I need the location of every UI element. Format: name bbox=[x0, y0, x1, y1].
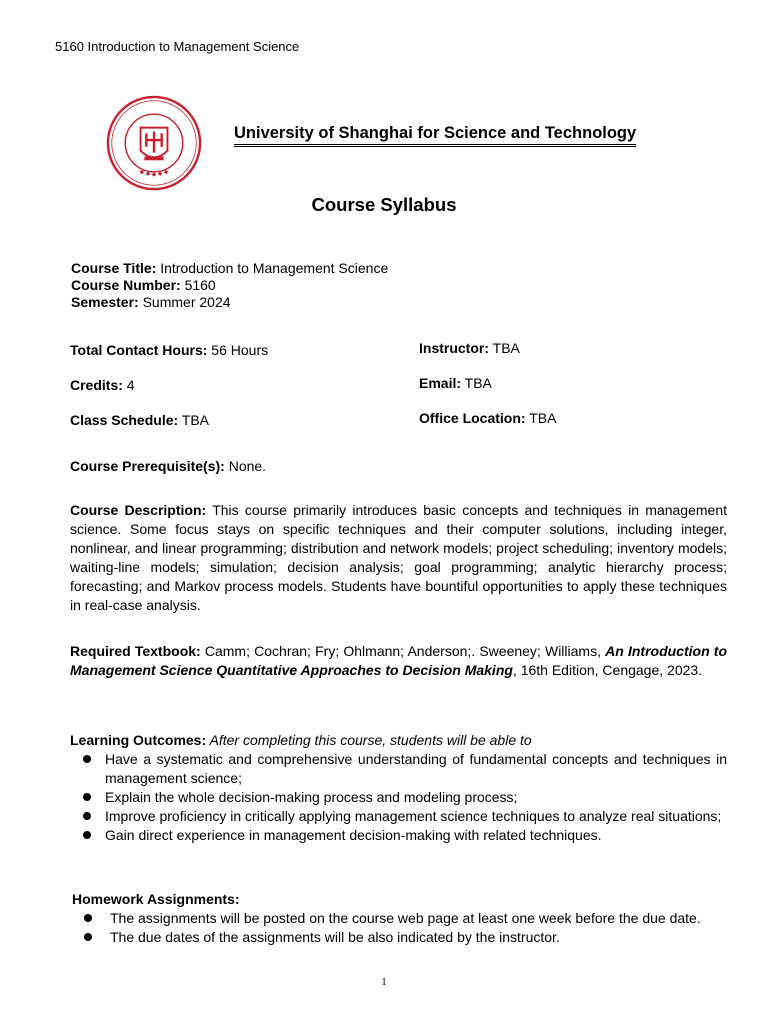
course-title-value: Introduction to Management Science bbox=[156, 260, 389, 276]
learning-outcomes-list bbox=[70, 750, 727, 845]
list-item-text: Explain the whole decision-making process and modeling process; bbox=[105, 789, 518, 805]
prerequisite-label: Course Prerequisite(s): bbox=[70, 458, 225, 474]
instructor-label: Instructor: bbox=[419, 340, 489, 356]
class-schedule-value: TBA bbox=[178, 412, 210, 428]
page-title: Course Syllabus bbox=[311, 194, 457, 215]
homework-assignments bbox=[72, 890, 727, 947]
list-item-text: Gain direct experience in management decision-making with related techniques. bbox=[105, 827, 602, 843]
bullet-icon bbox=[83, 812, 91, 820]
list-item bbox=[105, 807, 727, 826]
contact-hours-label: Total Contact Hours: bbox=[70, 342, 208, 358]
university-name: University of Shanghai for Science and Technology bbox=[234, 123, 636, 147]
list-item-text: The assignments will be posted on the course web page at least one week before the due date. bbox=[110, 910, 701, 926]
list-item-text: Improve proficiency in critically applying management science techniques to analyze real situations; bbox=[105, 808, 722, 824]
course-number-label: Course Number: bbox=[71, 277, 181, 293]
list-item bbox=[110, 909, 727, 928]
course-description-text: This course primarily introduces basic concepts and techniques in management science. Some focus stays on specific techniques and their computer solutions, including integer, nonlinear, and linear programming; distribution and network models; project scheduling; inventory models; waiting-line models; simulation; decision analysis; goal programming; analytic hierarchy process; forecasting; and Markov process models. Students have bountiful opportunities to apply these techniques in real-case analysis. bbox=[70, 502, 727, 613]
instructor-field bbox=[419, 340, 520, 357]
email-field bbox=[419, 375, 492, 392]
credits-field bbox=[70, 377, 135, 394]
list-item-text: Have a systematic and comprehensive understanding of fundamental concepts and techniques in management science; bbox=[105, 751, 727, 786]
homework-label: Homework Assignments: bbox=[72, 891, 240, 907]
office-location-label: Office Location: bbox=[419, 410, 526, 426]
semester-value: Summer 2024 bbox=[138, 294, 231, 310]
class-schedule-label: Class Schedule: bbox=[70, 412, 179, 428]
page-number: 1 bbox=[381, 976, 387, 988]
homework-list bbox=[72, 909, 727, 947]
credits-label: Credits: bbox=[70, 377, 123, 393]
email-value: TBA bbox=[461, 375, 492, 391]
course-title-label: Course Title: bbox=[71, 260, 157, 276]
bullet-icon bbox=[83, 755, 91, 763]
textbook-label: Required Textbook: bbox=[70, 643, 201, 659]
bullet-icon bbox=[84, 914, 92, 922]
office-location-field bbox=[419, 410, 556, 427]
office-location-value: TBA bbox=[525, 410, 557, 426]
credits-value: 4 bbox=[122, 377, 135, 393]
contact-hours-field bbox=[70, 342, 268, 359]
textbook-edition: , 16th Edition, Cengage, 2023. bbox=[512, 662, 703, 678]
class-schedule-field bbox=[70, 412, 209, 429]
list-item bbox=[105, 788, 727, 807]
bullet-icon bbox=[83, 793, 91, 801]
svg-text:◆ ◆ ◆ ◆ ◆: ◆ ◆ ◆ ◆ ◆ bbox=[138, 168, 170, 178]
contact-hours-value: 56 Hours bbox=[207, 342, 269, 358]
required-textbook bbox=[70, 642, 727, 680]
course-description bbox=[70, 501, 727, 615]
course-description-label: Course Description: bbox=[70, 502, 207, 518]
course-number-line bbox=[71, 277, 388, 294]
learning-outcomes-heading bbox=[70, 731, 727, 750]
textbook-title: An Introduction to Management Science Quantitative Approaches to Decision Making bbox=[70, 643, 728, 678]
learning-outcomes-intro: After completing this course, students will be able to bbox=[206, 732, 532, 748]
semester-line bbox=[71, 294, 388, 311]
course-number-value: 5160 bbox=[180, 277, 216, 293]
learning-outcomes bbox=[70, 731, 727, 845]
university-seal-logo bbox=[106, 95, 202, 191]
prerequisite-value: None. bbox=[224, 458, 267, 474]
bullet-icon bbox=[83, 831, 91, 839]
list-item-text: The due dates of the assignments will be also indicated by the instructor. bbox=[110, 929, 560, 945]
list-item bbox=[105, 750, 727, 788]
learning-outcomes-label: Learning Outcomes: bbox=[70, 732, 207, 748]
running-header: 5160 Introduction to Management Science bbox=[55, 39, 300, 54]
email-label: Email: bbox=[419, 375, 462, 391]
course-title-line bbox=[71, 260, 388, 277]
instructor-value: TBA bbox=[489, 340, 520, 356]
prerequisite-field bbox=[70, 458, 266, 475]
textbook-authors: Camm; Cochran; Fry; Ohlmann; Anderson;. Sweeney; Williams, bbox=[200, 643, 606, 659]
course-info-block bbox=[71, 260, 388, 311]
semester-label: Semester: bbox=[71, 294, 139, 310]
list-item bbox=[105, 826, 727, 845]
bullet-icon bbox=[84, 933, 92, 941]
list-item bbox=[110, 928, 727, 947]
